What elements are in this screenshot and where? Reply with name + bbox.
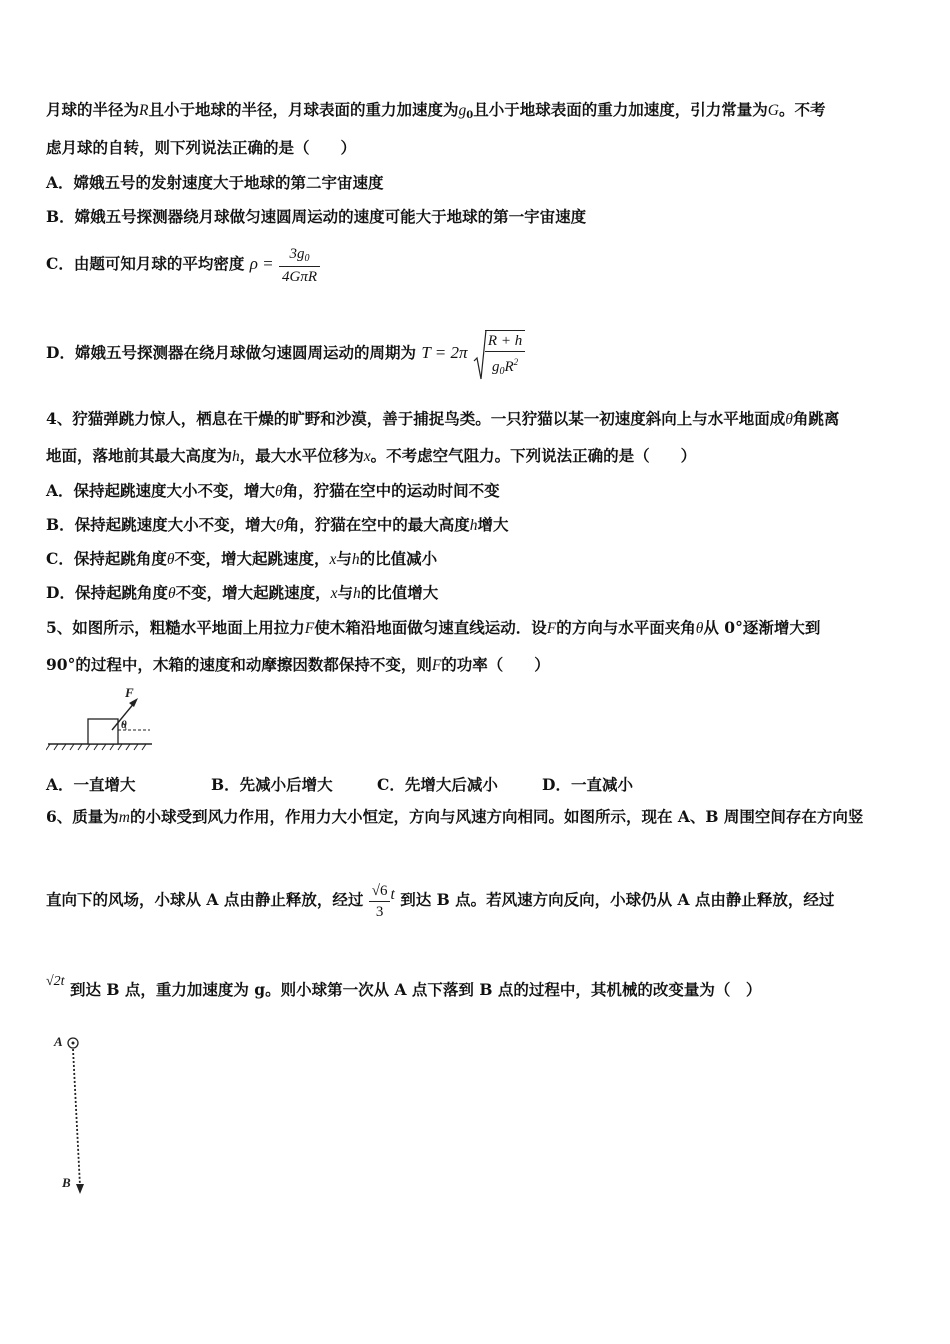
- period-den-g: g: [491, 359, 500, 376]
- q5-option-a: A．一直增大: [46, 775, 136, 794]
- wooden-box: [88, 719, 118, 744]
- intro-text-a: 月球的半径为: [46, 100, 140, 119]
- q6-text-e: 到达 B 点，重力加速度为 g。则小球第一次从 A 点下落到 B 点的过程中，其机械的改变量为（ ）: [69, 980, 762, 999]
- sqrt-sign-icon: [473, 329, 487, 381]
- q4-option-b: [46, 515, 509, 536]
- q5-text-f: 的功率（ ）: [441, 655, 550, 674]
- q4-c-text-2: 不变，增大起跳速度，: [174, 549, 330, 568]
- q4-x: x: [363, 448, 371, 465]
- q6-text-b: 的小球受到风力作用，作用力大小恒定，方向与风速方向相同。如图所示，现在 A、B 周围空间存在方向竖: [130, 807, 864, 826]
- intro-text-c: 且小于地球表面的重力加速度，引力常量为: [473, 100, 768, 119]
- q5-text-e: 90°的过程中，木箱的速度和动摩擦因数都保持不变，则: [46, 655, 432, 674]
- down-arrow-icon: [76, 1184, 84, 1194]
- q3-option-b: B．嫦娥五号探测器绕月球做匀速圆周运动的速度可能大于地球的第一宇宙速度: [46, 207, 587, 226]
- q4-h: h: [232, 448, 240, 465]
- q6-line-1: [46, 807, 863, 828]
- q5-theta: θ: [695, 620, 704, 637]
- q4-text-a: 4、狞猫弹跳力惊人，栖息在干燥的旷野和沙漠，善于捕捉鸟类。一只狞猫以某一初速度斜向上与水平地面成: [46, 409, 786, 428]
- intro-text-b: 且小于地球的半径，月球表面的重力加速度为: [148, 100, 459, 119]
- q6-text-d: 到达 B 点。若风速方向反向，小球仍从 A 点由静止释放，经过: [400, 890, 835, 909]
- q4-c-text-1: C．保持起跳角度: [46, 549, 167, 568]
- time-fraction: [369, 881, 391, 922]
- q4-text-d: ，最大水平位移为: [239, 446, 364, 465]
- period-lhs: T = 2π: [421, 343, 468, 362]
- q4-theta: θ: [785, 411, 793, 428]
- q5-F: F: [304, 620, 315, 637]
- q5-option-c: C．先增大后减小: [377, 775, 498, 794]
- q4-option-d: [46, 583, 438, 604]
- force-label: F: [125, 686, 134, 700]
- q4-c-x: x: [329, 551, 337, 568]
- period-den-sub: 0: [499, 366, 505, 378]
- q4-b-theta: θ: [276, 517, 284, 534]
- q3-option-c: [46, 242, 320, 287]
- point-b-label: B: [62, 1175, 71, 1190]
- density-numerator: 3g: [289, 245, 305, 262]
- time-fraction-num: √6: [369, 881, 391, 902]
- intro-line-1: [46, 100, 825, 123]
- q4-b-text-1: B．保持起跳速度大小不变，增大: [46, 515, 277, 534]
- q4-a-text-1: A．保持起跳速度大小不变，增大: [46, 481, 276, 500]
- q4-d-text-4: 的比值增大: [360, 583, 439, 602]
- q4-line-2: [46, 446, 696, 467]
- q4-d-text-3: 与: [337, 583, 353, 602]
- q5-text-c: 的方向与水平面夹角: [556, 618, 696, 637]
- q5-line-1: [46, 618, 820, 639]
- point-a-label: A: [54, 1034, 63, 1049]
- q4-a-theta: θ: [275, 483, 283, 500]
- period-numerator: R + h: [485, 331, 525, 352]
- sqrt-expression: [473, 329, 525, 380]
- q4-d-text-1: D．保持起跳角度: [46, 583, 168, 602]
- var-g-sub: 0: [466, 110, 474, 121]
- period-den-sup: 2: [513, 357, 519, 368]
- q6-line-2: [46, 870, 834, 931]
- rho-lhs: ρ =: [249, 254, 274, 273]
- q3-option-d: [46, 328, 525, 379]
- q3-option-a: A．嫦娥五号的发射速度大于地球的第二宇宙速度: [46, 173, 384, 192]
- density-numerator-sub: 0: [304, 252, 310, 264]
- q5-line-2: [46, 655, 550, 676]
- q4-option-a: [46, 481, 500, 502]
- period-den-R: R: [504, 359, 514, 376]
- q4-b-text-3: 增大: [477, 515, 509, 534]
- q3-option-d-text: D．嫦娥五号探测器在绕月球做匀速圆周运动的周期为: [46, 343, 416, 362]
- var-G: G: [767, 102, 779, 119]
- q4-c-text-3: 与: [336, 549, 352, 568]
- q6-m: m: [118, 809, 130, 826]
- q4-text-e: 。不考虑空气阻力。下列说法正确的是（ ）: [370, 446, 697, 465]
- q4-b-h: h: [469, 517, 478, 534]
- q4-c-text-4: 的比值减小: [359, 549, 438, 568]
- q5-F-3: F: [431, 657, 442, 674]
- q3-option-c-text: C．由题可知月球的平均密度: [46, 254, 245, 273]
- q5-F-2: F: [546, 620, 557, 637]
- q4-d-theta: θ: [167, 585, 176, 602]
- q6-text-c: 直向下的风场，小球从 A 点由静止释放，经过: [46, 890, 364, 909]
- box-force-diagram: [46, 686, 158, 752]
- q4-text-c: 地面，落地前其最大高度为: [46, 446, 233, 465]
- q5-text-b: 使木箱沿地面做匀速直线运动．设: [314, 618, 547, 637]
- var-R: R: [139, 102, 149, 119]
- q4-a-text-2: 角，狞猫在空中的运动时间不变: [282, 481, 500, 500]
- q6-t: t: [390, 886, 395, 903]
- intro-text-d: 。不考: [778, 100, 826, 119]
- q6-text-a: 6、质量为: [46, 807, 119, 826]
- q5-option-d: D．一直减小: [542, 775, 633, 794]
- period-fraction: [485, 330, 525, 379]
- q5-text-a: 5、如图所示，粗糙水平地面上用拉力: [46, 618, 305, 637]
- q4-d-text-2: 不变，增大起跳速度，: [175, 583, 331, 602]
- q4-d-x: x: [330, 585, 338, 602]
- q4-b-text-2: 角，狞猫在空中的最大高度: [283, 515, 470, 534]
- density-fraction: [279, 244, 320, 287]
- sqrt-2t: √2t: [46, 974, 65, 989]
- fall-diagram: [52, 1032, 96, 1198]
- q5-option-b: B．先减小后增大: [211, 775, 333, 794]
- q5-text-d: 从 0°逐渐增大到: [703, 618, 821, 637]
- var-g: g: [458, 102, 467, 119]
- angle-label: θ: [121, 719, 127, 731]
- q6-line-3: [46, 968, 761, 1014]
- q4-line-1: [46, 409, 839, 430]
- time-fraction-den: 3: [375, 903, 384, 920]
- intro-line-2: 虑月球的自转，则下列说法正确的是（ ）: [46, 138, 357, 157]
- density-denominator: 4GπR: [282, 268, 318, 285]
- q4-d-h: h: [353, 585, 361, 602]
- path-line: [73, 1049, 80, 1186]
- q4-c-h: h: [351, 551, 360, 568]
- q4-c-theta: θ: [166, 551, 175, 568]
- q4-text-b: 角跳离: [792, 409, 840, 428]
- q4-option-c: [46, 549, 437, 570]
